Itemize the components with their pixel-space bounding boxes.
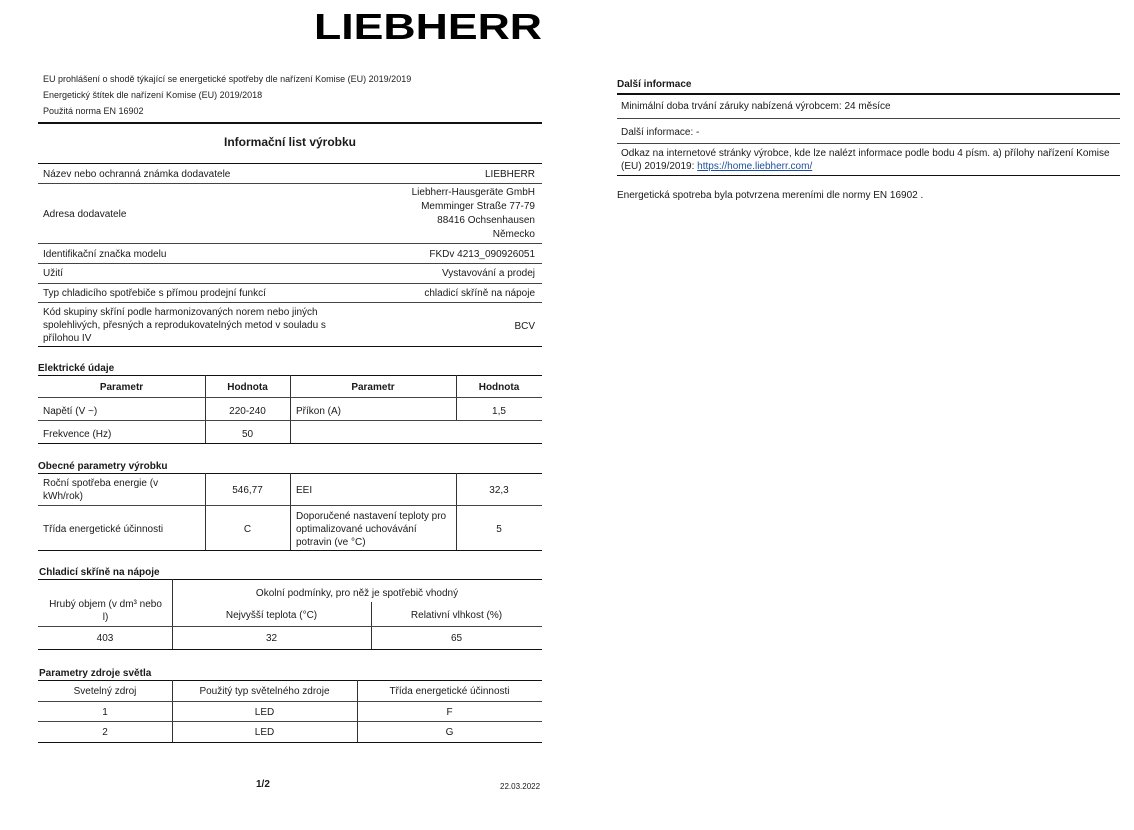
beverage-value-volume: 403	[96, 633, 114, 644]
general-value-recommended-temp: 5	[496, 524, 502, 535]
page-number: 1/2	[256, 779, 270, 790]
light-col-source: Svetelný zdroj	[73, 686, 137, 697]
general-heading: Obecné parametry výrobku	[38, 461, 168, 472]
general-value-energy-class: C	[243, 524, 252, 535]
beverage-value-humidity: 65	[450, 633, 463, 644]
general-value-annual-energy: 546,77	[232, 485, 263, 496]
electrical-value-voltage: 220-240	[229, 406, 266, 417]
page-title: Informační list výrobku	[223, 135, 357, 149]
general-param-eei: EEI	[296, 485, 313, 496]
info-label-model: Identifikační značka modelu	[43, 249, 167, 260]
address-line-2: Memminger Straße 77-79	[421, 201, 535, 212]
manufacturer-link[interactable]: https://home.liebherr.com/	[697, 161, 813, 172]
beverage-heading: Chladicí skříně na nápoje	[39, 567, 160, 578]
electrical-value-current: 1,5	[492, 406, 506, 417]
light-row-2-class: G	[445, 727, 454, 738]
electrical-col-value-1: Hodnota	[227, 382, 268, 393]
general-value-eei: 32,3	[489, 485, 509, 496]
document-date: 22.03.2022	[500, 782, 541, 791]
general-param-energy-class: Třída energetické účinnosti	[43, 524, 164, 535]
electrical-col-param-2: Parametr	[351, 382, 395, 393]
manufacturer-link-text: Odkaz na internetové stránky výrobce, kde lze nalézt informace podle bodu 4 písm. a) přílohy nařízení Komise (EU) 2019/2019:	[621, 148, 1110, 172]
info-value-type: chladicí skříně na nápoje	[424, 288, 535, 299]
liebherr-logo	[312, 8, 544, 46]
info-value-group-code: BCV	[514, 321, 535, 332]
light-col-class: Třída energetické účinnosti	[389, 686, 510, 697]
beverage-col-humidity: Relativní vlhkost (%)	[410, 610, 503, 621]
beverage-col-conditions: Okolní podmínky, pro něž je spotřebič vhodný	[255, 588, 459, 599]
general-param-annual-energy: Roční spotřeba energie (v kWh/rok)	[43, 478, 159, 502]
info-label-address: Adresa dodavatele	[43, 209, 127, 220]
electrical-value-frequency: 50	[241, 429, 254, 440]
beverage-col-temp: Nejvyšší teplota (°C)	[225, 610, 318, 621]
info-label-supplier: Název nebo ochranná známka dodavatele	[43, 169, 231, 180]
info-value-use: Vystavování a prodej	[441, 268, 535, 279]
address-line-1: Liebherr-Hausgeräte GmbH	[411, 187, 535, 198]
beverage-value-temp: 32	[265, 633, 278, 644]
light-row-1-source: 1	[102, 707, 108, 718]
warranty-text: Minimální doba trvání záruky nabízená výrobcem: 24 měsíce	[621, 101, 891, 112]
info-value-model: FKDv 4213_090926051	[429, 249, 535, 260]
light-heading: Parametry zdroje světla	[39, 668, 152, 679]
electrical-heading: Elektrické údaje	[38, 363, 115, 374]
info-label-type: Typ chladicího spotřebiče s přímou prodejní funkcí	[43, 288, 266, 299]
electrical-col-param-1: Parametr	[99, 382, 144, 393]
info-value-supplier: LIEBHERR	[484, 169, 535, 180]
light-row-2-source: 2	[102, 727, 108, 738]
other-info-text: Další informace: -	[621, 127, 700, 138]
electrical-col-value-2: Hodnota	[478, 382, 520, 393]
regulation-line-2: Energetický štítek dle nařízení Komise (EU) 2019/2018	[43, 90, 263, 100]
logo-text: LIEBHERR	[314, 8, 542, 46]
energy-note: Energetická spotreba byla potvrzena mereními dle normy EN 16902 .	[617, 190, 924, 201]
electrical-param-current: Příkon (A)	[296, 406, 342, 417]
right-heading: Další informace	[617, 79, 692, 90]
info-label-use: Užití	[43, 268, 63, 279]
manufacturer-link-paragraph	[621, 147, 1111, 173]
general-param-recommended-temp: Doporučené nastavení teploty pro optimalizované uchovávání potravin (ve °C)	[296, 511, 447, 548]
regulation-line-1: EU prohlášení o shodě týkající se energetické spotřeby dle nařízení Komise (EU) 2019/2019	[43, 74, 412, 84]
electrical-param-voltage: Napětí (V ~)	[43, 406, 98, 417]
standard-line: Použitá norma EN 16902	[43, 106, 144, 116]
light-row-1-type: LED	[254, 707, 275, 718]
address-line-4: Německo	[492, 229, 535, 240]
info-label-group-code: Kód skupiny skříní podle harmonizovaných norem nebo jiných spolehlivých, přesných a reprodukovatelných metod v souladu s přílohou IV	[43, 307, 326, 344]
electrical-param-frequency: Frekvence (Hz)	[43, 429, 112, 440]
light-col-type: Použitý typ světelného zdroje	[199, 686, 330, 697]
light-row-2-type: LED	[254, 727, 275, 738]
address-line-3: 88416 Ochsenhausen	[437, 215, 535, 226]
beverage-col-volume: Hrubý objem (v dm³ nebo l)	[49, 599, 162, 623]
light-row-1-class: F	[446, 707, 453, 718]
